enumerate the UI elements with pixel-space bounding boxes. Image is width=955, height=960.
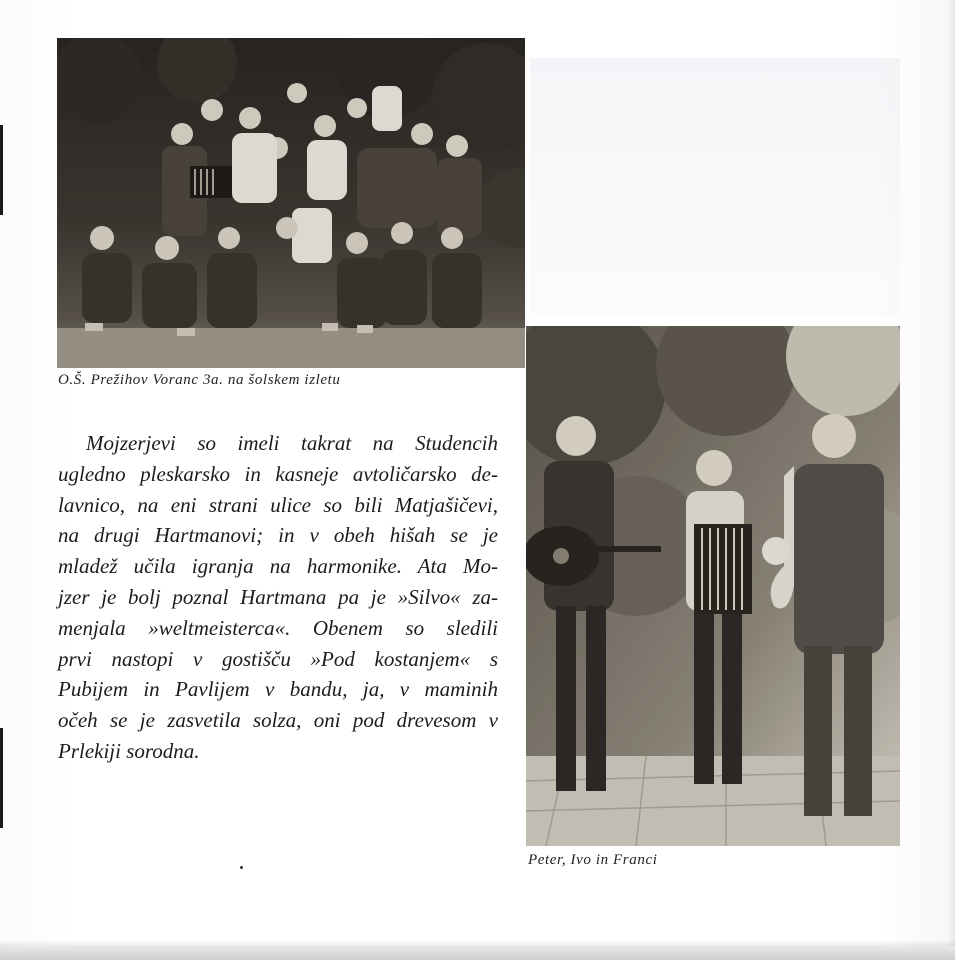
top-photo-caption: O.Š. Prežihov Voranc 3a. na šolskem izletu [58, 372, 341, 388]
scan-bottom-strip [0, 946, 955, 960]
paragraph-line: prvi nastopi v gostišču »Pod kostanjem« s [58, 646, 498, 671]
body-paragraph [58, 428, 498, 767]
musicians-photo-image [526, 326, 900, 846]
paragraph-line: mladež učila igranja na harmonike. Ata Mo- [58, 554, 498, 579]
scan-edge-mark [0, 125, 3, 215]
paragraph-line: Prlekiji sorodna. [58, 738, 200, 763]
paragraph-line: ugledno pleskarsko in kasneje avtoličarsko de- [58, 461, 498, 486]
paragraph-line: na drugi Hartmanovi; in v obeh hišah se je [58, 523, 498, 548]
page-right-shadow [947, 0, 955, 946]
scan-edge-mark [0, 728, 3, 828]
class-trip-photo [57, 38, 525, 368]
musicians-photo-caption: Peter, Ivo in Franci [528, 852, 658, 868]
paragraph-line: očeh se je zasvetila solza, oni pod drevesom v [58, 708, 498, 733]
page-speck [240, 866, 243, 869]
show-through-ghost [530, 58, 900, 318]
class-trip-photo-image [57, 38, 525, 368]
paragraph-line: menjala »weltmeisterca«. Obenem so sledili [58, 615, 498, 640]
paragraph-line: Pubijem in Pavlijem v bandu, ja, v maminih [58, 677, 498, 702]
musicians-photo [526, 326, 900, 846]
paragraph-line: jzer je bolj poznal Hartmana pa je »Silvo« za- [58, 584, 498, 609]
paragraph-line: lavnico, na eni strani ulice so bili Matjašičevi, [58, 492, 498, 517]
paragraph-line: Mojzerjevi so imeli takrat na Studencih [86, 431, 498, 455]
